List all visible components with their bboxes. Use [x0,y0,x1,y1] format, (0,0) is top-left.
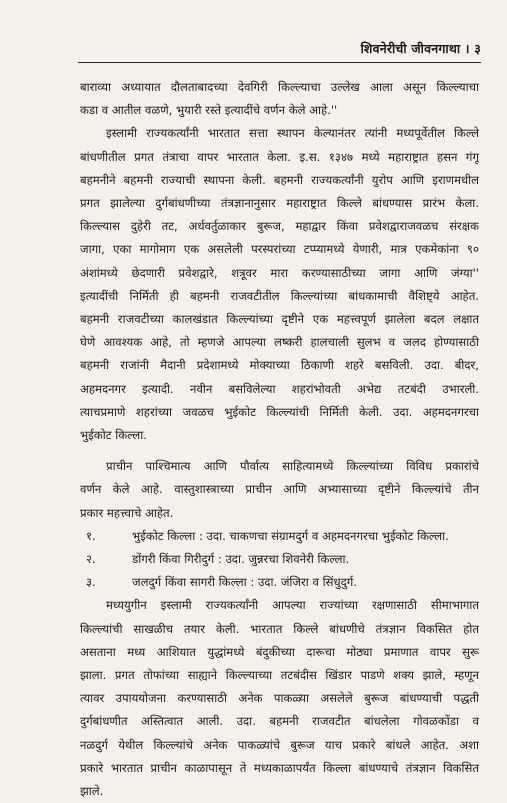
running-header: शिवनेरीची जीवनगाथा । ३ [360,41,481,56]
text-line: भुईकोट किल्ला. [80,428,147,443]
text-line: नळदुर्ग येथील किल्ल्यांचे अनेक पाकळ्यांचे बुरूज याच प्रकारे बांधले आहेत. अशा [80,737,479,752]
paragraph-2 [80,122,479,447]
text-line: अहमदनगर इत्यादी. नवीन बसविलेल्या शहरांभोवती अभेद्य तटबंदी उभारली. [80,381,479,396]
text-line: असताना मध्य आशियात युद्धांमध्ये बंदुकीच्या दारूचा मोठ्या प्रमाणात वापर सुरू [80,644,479,659]
list-item [80,571,479,594]
text-line: बहमनीने बहमनी राज्याची स्थापना केली. बहमनी राज्यकर्त्यांनी युरोप आणि इराणमधील [80,172,479,187]
list-text: जलदुर्ग किंवा सागरी किल्ला : उदा. जंजिरा व सिंधुदुर्ग. [132,575,357,590]
text-line: इत्यादींची निर्मिती ही बहमनी राजवटीतील किल्ल्यांच्या बांधकामाची वैशिष्ट्ये आहेत. [80,288,479,303]
paragraph-3 [80,455,479,525]
paragraph-4 [80,594,479,803]
text-line: बहमनी राजवटीच्या कालखंडात किल्ल्यांच्या दृष्टीने एक महत्त्वपूर्ण झालेला बदल लक्षात [80,312,479,327]
text-line: प्रगत झालेल्या दुर्गबांधणीच्या तंत्रज्ञानानुसार महाराष्ट्रात किल्ले बांधण्यास प्रारंभ केला. [80,196,479,211]
list-number: १. [86,528,96,543]
text-line: किल्ल्यास दुहेरी तट, अर्धवर्तुळाकार बुरूज, महाद्वार किंवा प्रवेशद्वाराजवळच संरक्षक [80,219,479,234]
text-line: बहमनी राजांनी मैदानी प्रदेशामध्ये मोक्याच्या ठिकाणी शहरे बसविली. उदा. बीदर, [80,358,479,373]
list-number: ३. [86,575,96,590]
text-line: घेणे आवश्यक आहे, तो म्हणजे आपल्या लष्करी हालचाली सुलभ व जलद होण्यासाठी [80,335,479,350]
list-text: भुईकोट किल्ला : उदा. चाकणचा संग्रामदुर्ग व अहमदनगरचा भुईकोट किल्ला. [132,528,449,543]
text-line: झाला. प्रगत तोफांच्या साह्याने किल्ल्याच्या तटबंदीस खिंडार पाडणे शक्य झाले, म्हणून [80,668,479,683]
text-line: जागा, एका मागोमाग एक असलेली परस्परांच्या टप्प्यामध्ये येणारी, मात्र एकमेकांना ९० [80,242,479,257]
list-item [80,525,479,548]
text-line: बाराव्या अध्यायात दौलताबादच्या देवगिरी किल्ल्याचा उल्लेख आला असून किल्ल्याचा [80,80,479,94]
page-body [80,76,479,803]
fort-types-list [80,525,479,595]
text-line: किल्ल्यांची साखळीच तयार केली. भारतात किल्ले बांधणीचे तंत्रज्ञान विकसित होत [80,621,479,636]
text-line: बांधणीतील प्रगत तंत्राचा वापर भारतात केला. इ.स. १३४७ मध्ये महाराष्ट्रात हसन गंगू [80,149,479,164]
text-line: अंशांमध्ये छेदणारी प्रवेशद्वारे, शत्रूवर मारा करण्यासाठीच्या जागा आणि जंग्या'' [80,265,479,280]
text-line: वर्णन केले आहे. वास्तुशास्त्राच्या प्राचीन आणि अभ्यासाच्या दृष्टीने किल्ल्यांचे तीन [80,482,479,497]
text-line: दुर्गबांधणीत अस्तित्वात आली. उदा. बहमनी राजवटीत बांधलेला गोवळकोंडा व [80,714,479,729]
paragraph-gap [80,447,479,455]
text-line: झाले. [80,784,104,799]
text-line: प्राचीन पाश्चिमात्य आणि पौर्वात्य साहित्यामध्ये किल्ल्यांच्या विविध प्रकारांचे [106,459,479,474]
list-item [80,548,479,571]
text-line: त्यावर उपाययोजना करण्यासाठी अनेक पाकळ्या असलेले बुरूज बांधण्याची पद्धती [80,691,479,706]
text-line: त्याचप्रमाणे शहरांच्या जवळच भुईकोट किल्ल्यांची निर्मिती केली. उदा. अहमदनगरचा [80,404,479,419]
list-number: २. [86,552,96,567]
paragraph-1 [80,76,479,122]
text-line: इस्लामी राज्यकर्त्यांनी भारतात सत्ता स्थापन केल्यानंतर त्यांनी मध्यपूर्वेतील किल्ले [106,126,479,141]
text-line: प्रकारे भारतात प्राचीन काळापासून ते मध्यकाळापर्यंत किल्ला बांधण्याचे तंत्रज्ञान विकसित [80,760,479,775]
header-rule [78,62,481,63]
list-text: डोंगरी किंवा गिरीदुर्ग : उदा. जुन्नरचा शिवनेरी किल्ला. [132,552,350,567]
text-line: प्रकार महत्त्वाचे आहेत. [80,505,174,520]
text-line: कडा व आतील वळणे, भुयारी रस्ते इत्यादींचे वर्णन केले आहे.'' [80,103,338,118]
text-line: मध्ययुगीन इस्लामी राज्यकर्त्यांनी आपल्या राज्यांच्या रक्षणासाठी सीमाभागात [106,598,479,613]
